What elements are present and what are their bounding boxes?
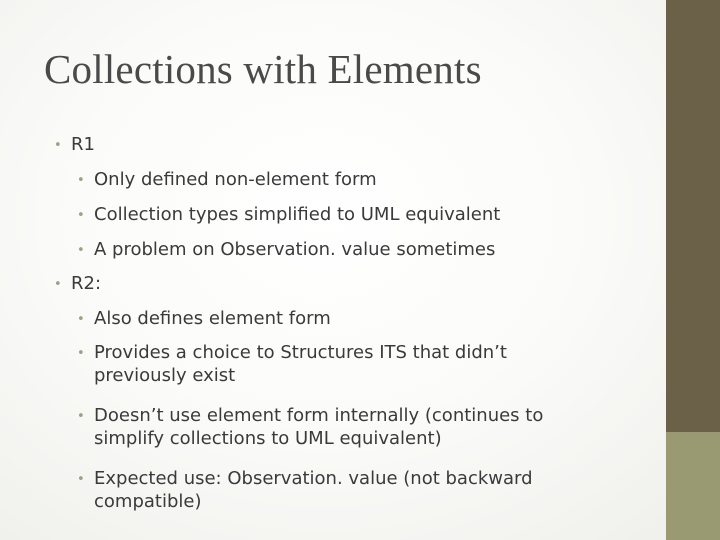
bullet-text: R1 <box>71 134 95 155</box>
bullet-text: Expected use: Observation. value (not backward <box>94 468 533 489</box>
bullet-text-continuation: simplify collections to UML equivalent) <box>94 428 442 449</box>
bullet-icon: • <box>77 173 85 188</box>
sidebar-accent-top <box>666 0 720 432</box>
slide-title: Collections with Elements <box>44 46 482 92</box>
bullet-text-continuation: previously exist <box>94 365 236 386</box>
bullet-icon: • <box>54 277 62 292</box>
bullet-text: Also defines element form <box>94 308 331 329</box>
bullet-text: A problem on Observation. value sometimes <box>94 239 496 260</box>
bullet-icon: • <box>77 243 85 258</box>
bullet-icon: • <box>77 208 85 223</box>
bullet-text: R2: <box>71 273 102 294</box>
bullet-item-r1 <box>54 133 95 156</box>
sub-bullet-item <box>77 467 533 513</box>
bullet-text: Collection types simplified to UML equivalent <box>94 204 501 225</box>
bullet-icon: • <box>77 312 85 327</box>
bullet-text: Doesn’t use element form internally (continues to <box>94 405 544 426</box>
bullet-text: Only defined non-element form <box>94 169 377 190</box>
sidebar-accent-bottom <box>666 432 720 540</box>
bullet-icon: • <box>77 472 85 487</box>
sub-bullet-item <box>77 341 507 387</box>
bullet-icon: • <box>77 346 85 361</box>
sub-bullet-item <box>77 238 496 261</box>
bullet-icon: • <box>77 409 85 424</box>
bullet-text: Provides a choice to Structures ITS that didn’t <box>94 342 507 363</box>
sub-bullet-item <box>77 203 501 226</box>
bullet-text-continuation: compatible) <box>94 491 202 512</box>
sub-bullet-item <box>77 404 544 450</box>
bullet-icon: • <box>54 138 62 153</box>
bullet-item-r2 <box>54 272 102 295</box>
sub-bullet-item <box>77 307 331 330</box>
sub-bullet-item <box>77 168 377 191</box>
